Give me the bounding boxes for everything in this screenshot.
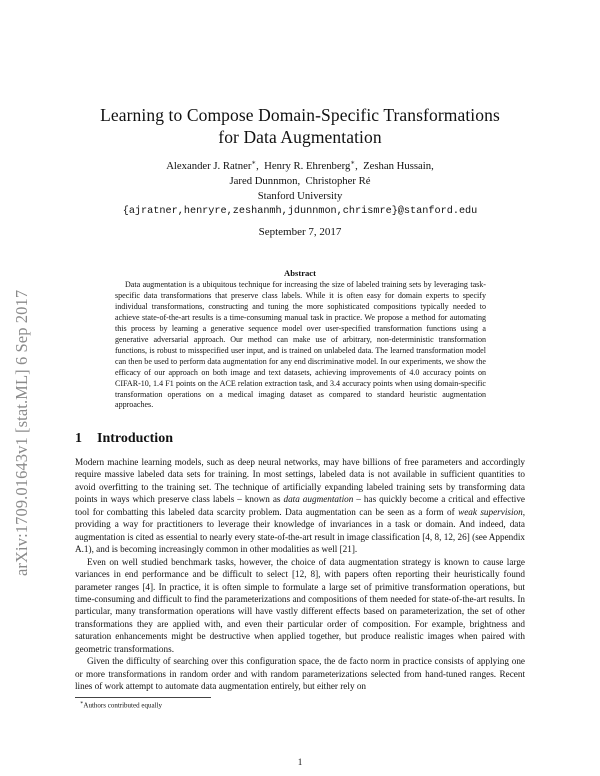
author-emails: {ajratner,henryre,zeshanmh,jdunnmon,chrismre}@stanford.edu <box>122 206 478 217</box>
paper-date: September 7, 2017 <box>258 226 342 238</box>
author-name: Christopher Ré <box>305 175 371 187</box>
page-number: 1 <box>297 757 303 767</box>
section-heading <box>75 431 173 447</box>
paper-title: Learning to Compose Domain-Specific Transformations for Data Augmentation <box>100 105 500 147</box>
author-line-1: Alexander J. Ratner∗, Henry R. Ehrenberg∗, Zeshan Hussain, <box>166 158 434 172</box>
footnote-mark: ∗ <box>80 701 84 706</box>
equal-contribution-mark: ∗ <box>251 158 257 167</box>
affiliation: Stanford University <box>257 190 343 202</box>
author-name: Zeshan Hussain, <box>363 160 434 172</box>
emphasized-term: data augmentation <box>283 494 354 505</box>
paragraph: Modern machine learning models, such as deep neural networks, may have billions of free parameters and accordingly require massive labeled data sets for training. In most settings, labeled data is not available in sufficient quantities to avoid overfitting to the training set. The technique of artificially expanding labeled training sets by transforming data points in ways which preserve class labels – known as data augmentation – has quickly become a critical and effective tool for combatting this labeled data scarcity problem. Data augmentation can be seen as a form of weak supervision, providing a way for practitioners to leverage their knowledge of invariances in a task or domain. And indeed, data augmentation is cited as essential to nearly every state-of-the-art result in image classification [4, 8, 12, 26] (see Appendix A.1), and is becoming increasingly common in other modalities as well [21]. <box>75 457 525 555</box>
abstract-heading: Abstract <box>284 268 316 278</box>
paragraph: Even on well studied benchmark tasks, however, the choice of data augmentation strategy is known to cause large variances in end performance and be difficult to select [12, 8], with papers often reporting their heuristically found parameter ranges [4]. In practice, it is often simple to formulate a large set of primitive transformation operations, but time-consuming and difficult to find the parameterizations and compositions of them needed for state-of-the-art results. In particular, many transformation operations will have vastly different effects based on parameterization, the set of other transformations they are applied with, and even their particular order of composition. For example, brightness and saturation enhancements might be destructive when applied together, but produce realistic images when paired with geometric transformations. <box>75 556 525 654</box>
section-title: Introduction <box>97 431 173 446</box>
paragraph: Given the difficulty of searching over this configuration space, the de facto norm in practice consists of applying one or more transformations in random order and with random parameterizations selected from hand-tuned ranges. Recent lines of work attempt to automate data augmentation entirely, but either rely on <box>75 656 525 692</box>
footnote <box>80 700 162 709</box>
body-text <box>75 456 525 693</box>
footnote-divider <box>75 697 211 698</box>
arxiv-identifier-stamp: arXiv:1709.01643v1 [stat.ML] 6 Sep 2017 <box>12 289 31 576</box>
emphasized-term: weak supervision <box>458 506 523 517</box>
author-name: Henry R. Ehrenberg <box>264 160 351 172</box>
footnote-text: Authors contributed equally <box>83 701 162 710</box>
author-name: Jared Dunnmon, <box>229 175 301 187</box>
author-block <box>60 159 540 219</box>
author-line-2 <box>60 174 540 189</box>
author-name: Alexander J. Ratner <box>166 160 252 172</box>
abstract-text: Data augmentation is a ubiquitous technique for increasing the size of labeled training sets by leveraging task-specific data transformations that preserve class labels. While it is often easy for domain experts to specify individual transformations, constructing and tuning the more sophisticated compositions typically needed to achieve state-of-the-art results is a time-consuming manual task in practice. We propose a method for automating this process by learning a generative sequence model over user-specified transformation functions using a generative adversarial approach. Our method can make use of arbitrary, non-deterministic transformation functions, is robust to misspecified user input, and is trained on unlabeled data. The learned transformation model can then be used to perform data augmentation for any end discriminative model. In our experiments, we show the efficacy of our approach on both image and text datasets, achieving improvements of 4.0 accuracy points on CIFAR-10, 1.4 F1 points on the ACE relation extraction task, and 3.4 accuracy points when using domain-specific transformation operations on a medical imaging dataset as compared to standard heuristic augmentation approaches. <box>115 280 486 410</box>
section-number: 1 <box>75 431 82 446</box>
equal-contribution-mark: ∗ <box>350 158 356 167</box>
